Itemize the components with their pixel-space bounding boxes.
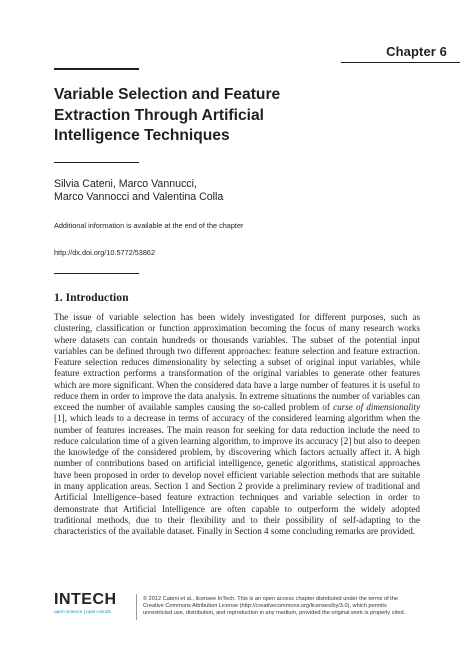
chapter-divider xyxy=(341,62,460,63)
author-list xyxy=(54,178,434,204)
title-line: Variable Selection and Feature xyxy=(54,86,281,103)
footer-separator xyxy=(136,594,137,620)
logo-wordmark: INTECH xyxy=(54,591,117,608)
author-line: Marco Vannocci and Valentina Colla xyxy=(54,191,224,203)
intech-logo xyxy=(54,592,134,615)
license-notice xyxy=(143,596,425,617)
title-line: Extraction Through Artificial xyxy=(54,106,264,124)
license-line: Creative Commons Attribution License (http://creativecommons.org/licenses/by/3.0), which permits xyxy=(143,602,387,609)
title-line: Intelligence Techniques xyxy=(54,127,230,144)
additional-info-note: Additional information is available at the end of the chapter xyxy=(54,221,244,230)
introduction-body xyxy=(54,312,420,537)
license-line: © 2012 Cateni et al., licensee InTech. This is an open access chapter distributed under the terms of the xyxy=(143,596,398,602)
paragraph-text-end: [1], which leads to a decrease in terms of accuracy of the considered learning algorithm when the number of features increases. The main reason for seeking for data reduction include the need to reduce calculation time of a given learning algorithm, to improve its accuracy [2] but also to deepen the knowledge of the considered problem, by discovering which factors actually affect it. A high number of contributions based on artificial intelligence, genetic algorithms, statistical approaches have been proposed in order to develop novel efficient variable selection methods that are suitable in many application areas. Section 1 and Section 2 provide a preliminary review of traditional and Artificial Intelligence–based feature extraction techniques and variable selection in order to demonstrate that Artificial Intelligence are often capable to outperform the widely adopted traditional methods, due to their flexibility and to their possibility of self-adapting to the characteristics of the available dataset. Finally in Section 4 some concluding remarks are provided. xyxy=(54,413,420,537)
chapter-label: Chapter 6 xyxy=(386,44,447,59)
title-top-rule xyxy=(54,68,139,70)
license-line: unrestricted use, distribution, and reproduction in any medium, provided the original work is properly cited. xyxy=(143,609,406,616)
logo-tagline: open science | open minds xyxy=(54,610,111,615)
italic-term: curse of dimensionality xyxy=(333,402,421,413)
doi-link[interactable]: http://dx.doi.org/10.5772/53862 xyxy=(54,248,156,257)
paragraph-text-start: The issue of variable selection has been widely investigated for different purposes, such as clustering, classification or function approximation becoming the focus of many research works where datasets can contain hundreds or thousands variables. The subset of the potential input variables can be defined through two different approaches: feature selection and feature extraction. Feature selection reduces dimensionality by selecting a subset of original input variables, while feature extraction performs a transformation of the original variables to generate other features which are more significant. When the considered data have a large number of features it is useful to reduce them in order to improve the data analysis. In extreme situations the number of variables can exceed the number of available samples causing the so-called problem of xyxy=(54,312,420,413)
chapter-title xyxy=(54,85,434,147)
doi-divider xyxy=(54,273,139,274)
section-heading: 1. Introduction xyxy=(54,291,129,304)
title-bottom-rule xyxy=(54,162,139,163)
author-line: Silvia Cateni, Marco Vannucci, xyxy=(54,178,197,190)
introduction-paragraph xyxy=(54,312,420,537)
